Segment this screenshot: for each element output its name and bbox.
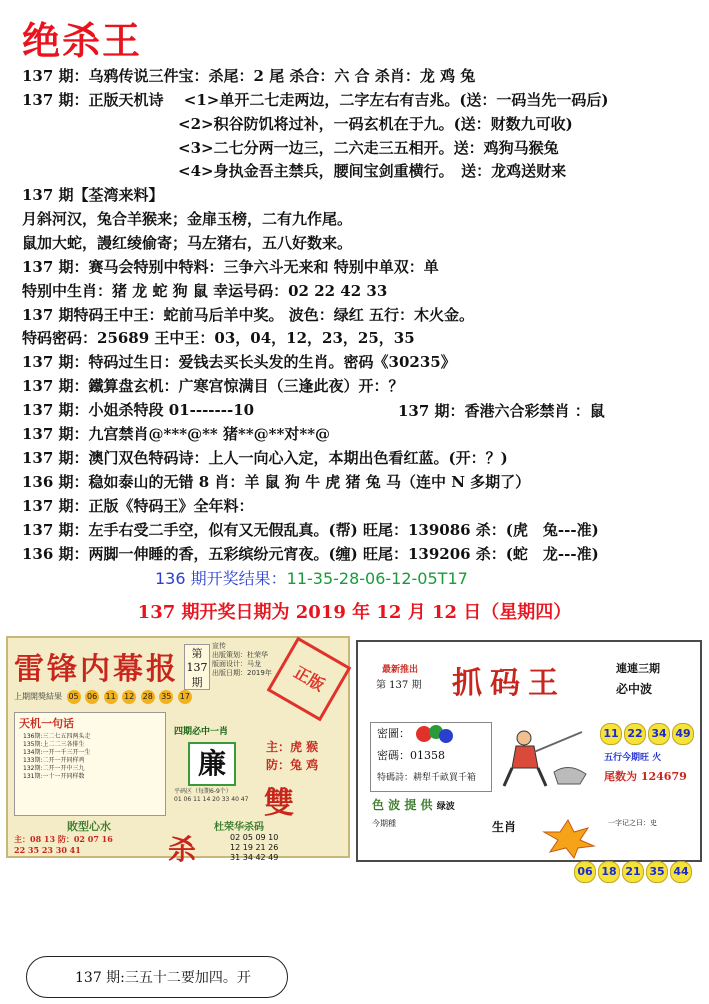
- code-ball: 34: [648, 723, 670, 745]
- sebo-label: [372, 796, 455, 813]
- page-title: 绝杀王: [22, 19, 143, 63]
- line-7: 月斜河汉，兔合羊猴来；金扉玉榜，二有九作尾。: [22, 210, 353, 228]
- tianji-title: 天机一句话: [19, 717, 74, 730]
- burst-graphic: [538, 818, 598, 858]
- code-ball: 11: [600, 723, 622, 745]
- sebo-tag: 绿波: [436, 802, 455, 812]
- line-18: 136 期：稳如泰山的无错 8 肖：羊 鼠 狗 牛 虎 猪 兔 马（连中 N 多期了）: [22, 473, 531, 491]
- prev-ball: 17: [178, 690, 192, 704]
- sebo-text: 色 波 提 供: [372, 798, 433, 812]
- zhuama-new-label: 最新推出: [382, 665, 419, 675]
- lucky-ball: 18: [598, 861, 620, 883]
- killcode-row: 12 19 21 26: [230, 843, 279, 852]
- tema-poem: 特碼詩：耕犁千畝買千箱: [377, 773, 477, 783]
- lucky-ball: 44: [670, 861, 692, 883]
- draw-result-label: 136 期开奖结果：: [155, 569, 287, 588]
- lian-box: [174, 724, 254, 824]
- line-12: 特码密码：25689 王中王：03，04，12，23，25，35: [22, 329, 415, 347]
- prev-result-row: [14, 690, 192, 704]
- mitu-text: 密圖：: [377, 727, 410, 740]
- yizhiji-label: 一字记之曰：史: [608, 819, 657, 827]
- lian3-label: 連連三期: [616, 662, 660, 675]
- next-draw-date: 137 期开奖日期为 2019 年 12 月 12 日（星期四）: [137, 602, 572, 623]
- prev-ball: 11: [104, 690, 118, 704]
- prev-ball: 28: [141, 690, 155, 704]
- xinshui-box: [14, 818, 164, 854]
- code-ball: 22: [624, 723, 646, 745]
- line-19: 137 期：正版《特码王》全年料：: [22, 497, 254, 515]
- prev-ball: 35: [159, 690, 173, 704]
- wuxing-label: 五行今期旺 火: [604, 753, 662, 763]
- draw-result: [155, 566, 468, 589]
- newspaper-leifeng: [6, 636, 350, 866]
- guard-zodiac: 防：兔 鸡: [266, 758, 319, 772]
- tianji-row: 133期:二开一开同样鸡: [23, 757, 85, 764]
- killcode-row: 02 05 09 10: [230, 833, 279, 842]
- prev-ball: 12: [122, 690, 136, 704]
- bzb-label: 必中波: [616, 682, 653, 696]
- tianji-row: 136期:三二七五四两头走: [23, 733, 91, 740]
- lucky-ball: 21: [622, 861, 644, 883]
- mitu-label: [371, 723, 491, 745]
- killcode-title: 杜荣华杀码: [214, 822, 264, 833]
- line-5: <4>身执金吾主禁兵，腰间宝剑重横行。 送：龙鸡送财来: [178, 162, 567, 180]
- bzb-balls: [600, 722, 696, 745]
- line-20: 137 期：左手右受二手空，似有又无假乱真。(帮) 旺尾：139086 杀：(虎 兔---准): [22, 521, 599, 539]
- lucky-balls: [574, 860, 694, 883]
- line-13: 137 期：特码过生日：爱钱去买长头发的生肖。密码《30235》: [22, 353, 456, 371]
- leifeng-title: 雷锋内幕报: [14, 652, 179, 687]
- cloud-text: 137 期:三五十二要加四。开: [75, 970, 251, 986]
- line-3: <2>积谷防饥将过补，一码玄机在于九。(送：财数九可收): [178, 115, 573, 133]
- line-4: <3>二七分两一边三，二六走三五相开。送：鸡狗马猴兔: [178, 139, 559, 157]
- tianji-row: 131期:一十一开同样数: [23, 773, 85, 780]
- shengxiao-label: 生肖: [492, 820, 517, 834]
- tianji-row: 132期:二开一开中三九: [23, 765, 85, 772]
- prev-ball: 06: [85, 690, 99, 704]
- jin-label: 今期種: [372, 819, 396, 828]
- lian-char: 廉: [188, 742, 236, 786]
- killcode-box: [214, 818, 334, 863]
- line-8: 鼠加大蛇，謾红绫偷寄；马左猪右，五八好数来。: [22, 234, 353, 252]
- tianji-box: [14, 712, 166, 816]
- leifeng-info: 宣传 出版策划：杜荣华 版面设计：马龙 出版日期：2019年: [212, 642, 272, 677]
- draw-result-numbers: 11-35-28-06-12-05T17: [286, 569, 468, 588]
- tianji-row: 135期:上二二三各排生: [23, 741, 85, 748]
- weishu-label: 尾数为 124679: [604, 770, 687, 783]
- line-15b: 137 期：香港六合彩禁肖 ：鼠: [398, 402, 605, 420]
- shuang-char: 雙: [264, 786, 294, 821]
- pingma-label: 平码区（每期6-9个）: [174, 788, 232, 795]
- tianji-row: 134期:一开一千三开一生: [23, 749, 91, 756]
- zhuama-issue: 第 137 期: [376, 680, 422, 691]
- newspaper-zhuamawang: [356, 640, 702, 878]
- genuine-stamp: 正版: [267, 637, 352, 722]
- mima-code: 密碼：01358: [377, 749, 445, 762]
- line-14: 137 期：鐵算盘玄机：广寒宫惊满目（三逢此夜）开：？: [22, 377, 404, 395]
- line-21: 136 期：两脚一伸睡的香，五彩缤纷元宵夜。(缠) 旺尾：139206 杀：(蛇 龙---准): [22, 545, 599, 563]
- prev-ball: 05: [67, 690, 81, 704]
- line-9: 137 期：赛马会特别中特料：三争六斗无来和 特别中单双：单: [22, 258, 439, 276]
- killcode-row: 31 34 42 49: [230, 853, 279, 862]
- mitu-graphic: [414, 724, 454, 744]
- warrior-illustration: [494, 722, 592, 790]
- main-zodiac: 主：虎 猴: [266, 740, 319, 754]
- code-box: [370, 722, 492, 792]
- xinshui-row: 22 35 23 30 41: [14, 845, 81, 855]
- lucky-ball: 06: [574, 861, 596, 883]
- line-16: 137 期：九宫禁肖@***@** 猪**@**对**@: [22, 425, 331, 443]
- xinshui-row: 主：08 13 防：02 07 16: [14, 834, 113, 844]
- leifeng-issue: 第137期: [184, 644, 210, 690]
- pingma-numbers: 01 06 11 14 20 33 40 47: [174, 796, 249, 803]
- line-17: 137 期：澳门双色特码诗：上人一向心入定，本期出色看红蓝。(开：？): [22, 449, 508, 467]
- xinshui-title: 敗型心水: [67, 820, 111, 833]
- lian-heading: 四期必中一肖: [174, 727, 229, 737]
- line-2: 137 期：正版天机诗 <1>单开二七走两边，二字左右有吉兆。(送：一码当先一码后): [22, 91, 609, 109]
- zhuama-title: 抓码王: [452, 666, 566, 701]
- cloud-callout: [26, 956, 288, 998]
- line-11: 137 期特码王中王：蛇前马后羊中奖。 波色：绿红 五行：木火金。: [22, 306, 474, 324]
- line-6: 137 期【荃湾来料】: [22, 186, 164, 204]
- code-ball: 49: [672, 723, 694, 745]
- lucky-ball: 35: [646, 861, 668, 883]
- line-15a: 137 期：小姐杀特段 01-------10: [22, 401, 255, 419]
- sha-char: 杀: [168, 833, 197, 866]
- line-10: 特别中生肖：猪 龙 蛇 狗 鼠 幸运号码：02 22 42 33: [22, 282, 388, 300]
- line-1: 137 期：乌鸦传说三件宝：杀尾：2 尾 杀合：六 合 杀肖：龙 鸡 兔: [22, 67, 476, 85]
- prev-result-label: 上期開獎結果: [14, 692, 62, 701]
